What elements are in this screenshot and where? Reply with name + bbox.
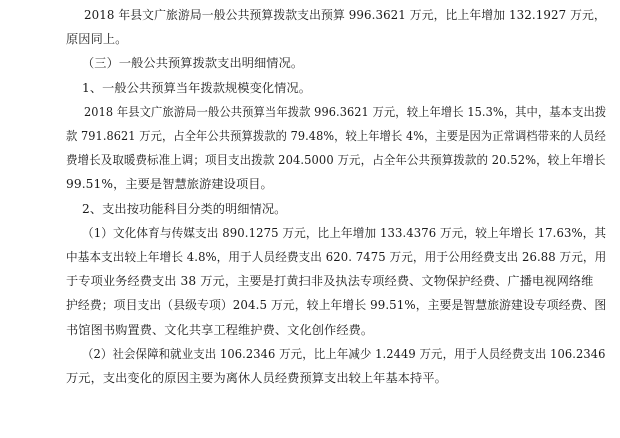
subsection-heading: 1、一般公共预算当年拨款规模变化情况。 xyxy=(82,80,312,95)
paragraph-line: 中基本支出较上年增长 4.8%，用于人员经费支出 620. 7475 万元，用于公用经费支出 26.88 万元，用 xyxy=(66,250,607,264)
paragraph-line: 万元，支出变化的原因主要为离休人员经费预算支出较上年基本持平。 xyxy=(66,371,447,385)
subsection-heading: 2、支出按功能科目分类的明细情况。 xyxy=(82,201,287,216)
paragraph-line: 费增长及取暖费标准上调；项目支出拨款 204.5000 万元，占全年公共预算拨款的 20.52%，较上年增长 xyxy=(66,153,606,168)
paragraph-line: 款 791.8621 万元，占全年公共预算拨款的 79.48%，较上年增长 4%，主要是因为正常调档带来的人员经 xyxy=(66,129,606,143)
paragraph-line: 原因同上。 xyxy=(66,32,128,47)
paragraph-line: 99.51%，主要是智慧旅游建设项目。 xyxy=(66,177,273,192)
paragraph-line: 2018 年县文广旅游局一般公共预算当年拨款 996.3621 万元，较上年增长 15.3%，其中，基本支出拨 xyxy=(84,104,607,119)
paragraph-line: （2）社会保障和就业支出 106.2346 万元，比上年减少 1.2449 万元，用于人员经费支出 106.2346 xyxy=(82,346,606,361)
section-heading: （三）一般公共预算拨款支出明细情况。 xyxy=(82,56,304,71)
paragraph-line: 书馆图书购置费、文化共享工程维护费、文化创作经费。 xyxy=(66,322,374,337)
paragraph-line: （1）文化体育与传媒支出 890.1275 万元，比上年增加 133.4376 万元，较上年增长 17.63%，其 xyxy=(82,225,607,240)
paragraph-line: 2018 年县文广旅游局一般公共预算拨款支出预算 996.3621 万元，比上年增加 132.1927 万元， xyxy=(84,8,606,22)
paragraph-line: 护经费；项目支出（县级专项）204.5 万元，较上年增长 99.51%，主要是智慧旅游建设专项经费、图 xyxy=(66,298,607,313)
paragraph-line: 于专项业务经费支出 38 万元，主要是打黄扫非及执法专项经费、文物保护经费、广播电视网络维 xyxy=(66,274,594,289)
